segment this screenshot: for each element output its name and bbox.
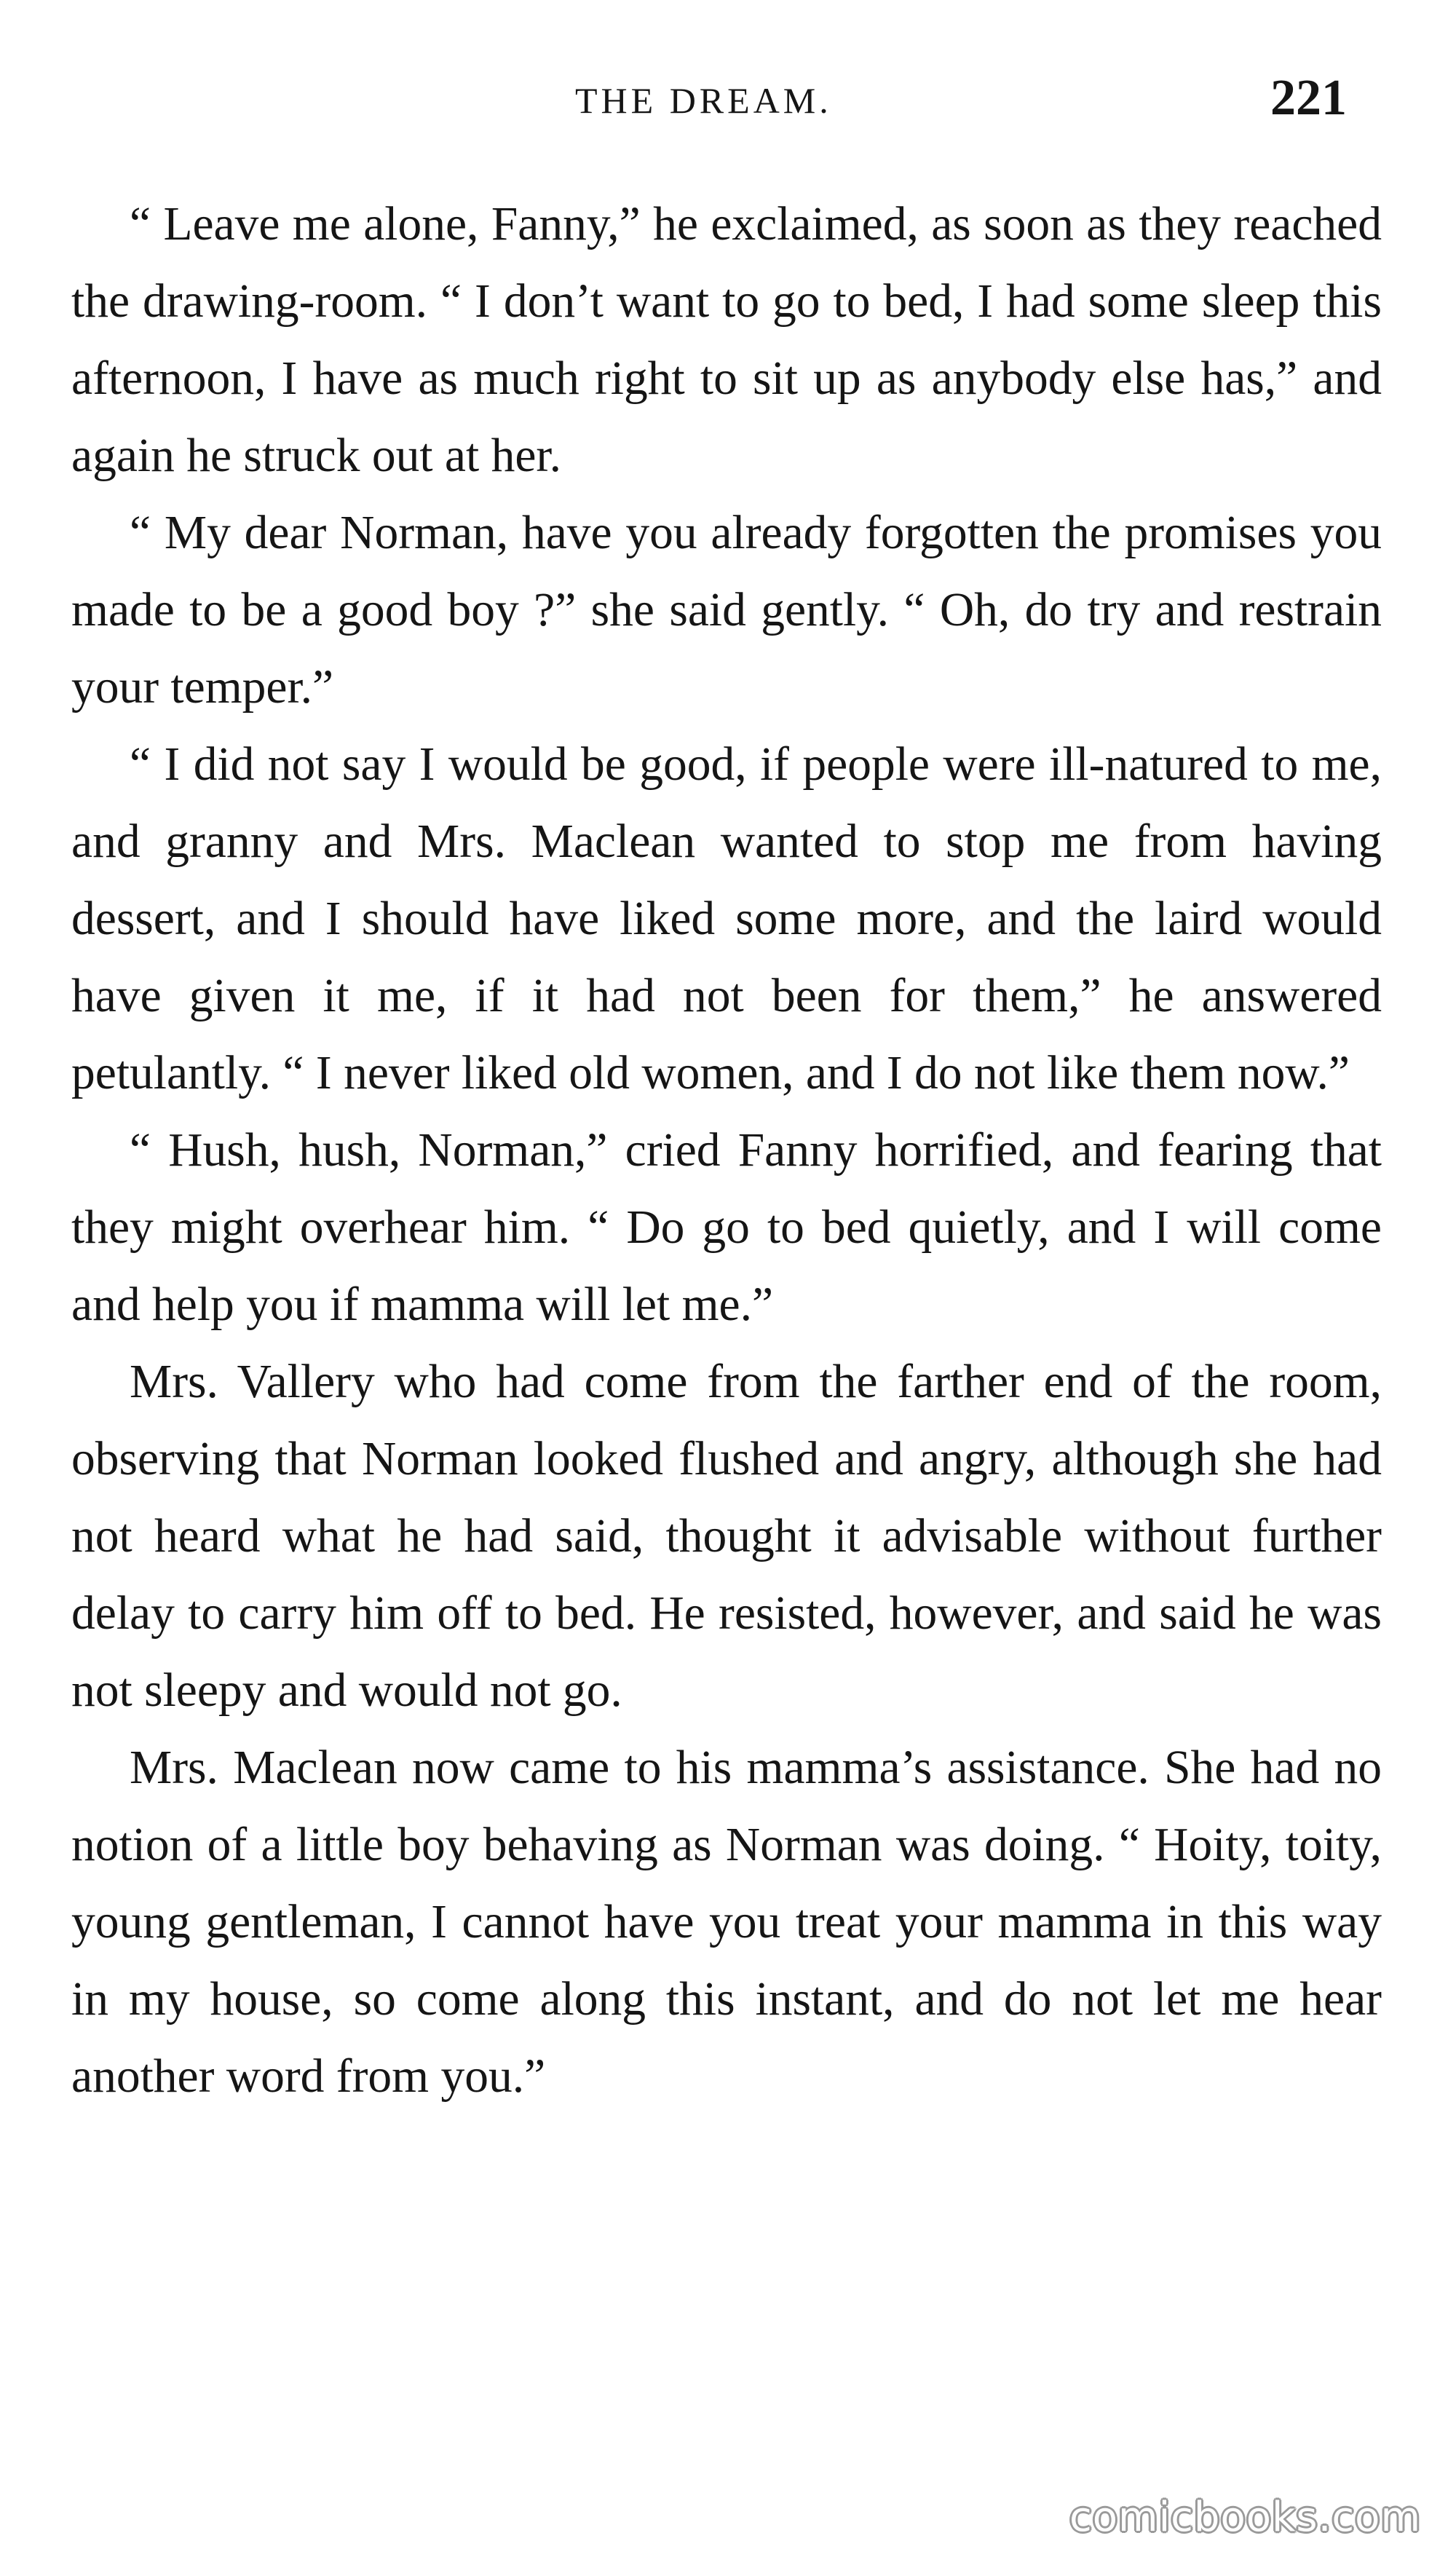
running-head bbox=[0, 69, 1456, 135]
paragraph: “ I did not say I would be good, if people were ill-natured to me, and granny and Mrs. Maclean wanted to stop me from having dessert, and I should have liked some more, and the laird would have given it me, if it had not been for them,” he answered petulantly. “ I never liked old women, and I do not like them now.” bbox=[71, 738, 1382, 1099]
body-text bbox=[71, 186, 1382, 2115]
watermark: comicbooks.com bbox=[1069, 2494, 1421, 2541]
paragraph: “ Leave me alone, Fanny,” he exclaimed, as soon as they reached the drawing-room. “ I don’t want to go to bed, I had some sleep this afternoon, I have as much right to sit up as anybody else has,” and again he struck out at her. bbox=[71, 198, 1382, 482]
paragraph: “ Hush, hush, Norman,” cried Fanny horrified, and fearing that they might overhear him. “ Do go to bed quietly, and I will come and help you if mamma will let me.” bbox=[71, 1124, 1382, 1331]
paragraph: “ My dear Norman, have you already forgotten the promises you made to be a good boy ?” she said gently. “ Oh, do try and restrain your temper.” bbox=[71, 507, 1382, 714]
paragraph: Mrs. Maclean now came to his mamma’s assistance. She had no notion of a little boy behaving as Norman was doing. “ Hoity, toity, young gentleman, I cannot have you treat your mamma in this way in my house, so come along this instant, and do not let me hear another word from you.” bbox=[71, 1742, 1382, 2103]
page-number: 221 bbox=[1270, 70, 1347, 126]
paragraph: Mrs. Vallery who had come from the farther end of the room, observing that Norman looked flushed and angry, although she had not heard what he had said, thought it advisable without further delay to carry him off to bed. He resisted, however, and said he was not sleepy and would not go. bbox=[71, 1356, 1382, 1717]
running-head-title: THE DREAM. bbox=[575, 80, 832, 121]
